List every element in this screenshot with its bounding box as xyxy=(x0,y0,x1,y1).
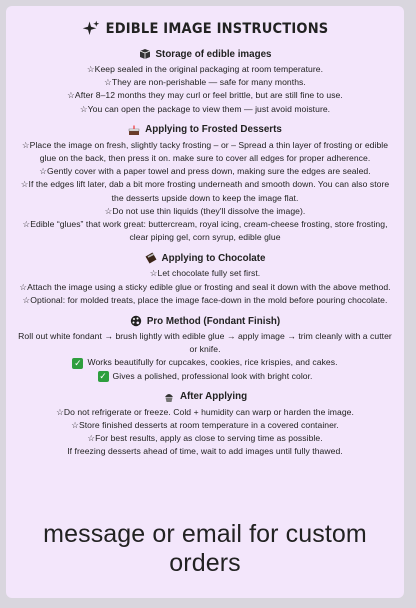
line: ☆They are non-perishable — safe for many months. xyxy=(104,77,306,88)
line: ☆Place the image on fresh, slightly tacky frosting – or – Spread a thin layer of frosting or edible glue on the back, then press it on. make sure to cover all edges for proper adherence. xyxy=(21,139,389,164)
section-chocolate xyxy=(18,252,392,307)
line: ☆After 8–12 months they may curl or feel brittle, but are still fine to use. xyxy=(67,90,343,101)
page-title xyxy=(18,20,392,38)
section-pro-method xyxy=(18,315,392,383)
line: ☆Do not refrigerate or freeze. Cold + humidity can warp or harden the image. xyxy=(56,406,354,417)
section-heading: Storage of edible images xyxy=(18,48,392,60)
line: If freezing desserts ahead of time, wait to add images until fully thawed. xyxy=(67,446,343,457)
line: ☆Attach the image using a sticky edible glue or frosting and seal it down with the above method. xyxy=(19,281,391,292)
cupcake-icon xyxy=(163,391,175,403)
line: ☆Do not use thin liquids (they'll dissolve the image). xyxy=(104,205,306,216)
line: ☆For best results, apply as close to serving time as possible. xyxy=(87,433,323,444)
line: ☆You can open the package to view them — just avoid moisture. xyxy=(79,103,331,114)
chocolate-bar-icon xyxy=(145,252,157,264)
line: ☆Gently cover with a paper towel and press down, making sure the edges are sealed. xyxy=(39,166,371,177)
section-heading: Pro Method (Fondant Finish) xyxy=(18,315,392,327)
instructions-card xyxy=(6,6,404,598)
section-storage xyxy=(18,48,392,116)
box-icon xyxy=(139,48,151,60)
sparkles-icon xyxy=(82,20,100,38)
section-after-applying xyxy=(18,391,392,459)
section-heading: After Applying xyxy=(18,391,392,403)
check-line: ✓ Gives a polished, professional look with bright color. xyxy=(99,370,313,381)
check-icon: ✓ xyxy=(99,370,107,381)
line: ☆Keep sealed in the original packaging at room temperature. xyxy=(86,64,324,74)
line: ☆If the edges lift later, dab a bit more frosting underneath and smooth down. You can also store the desserts upside down to keep the image flat. xyxy=(20,179,390,203)
line: ☆Edible “glues” that work great: buttercream, royal icing, cream-cheese frosting, store frosting, clear piping gel, corn syrup, edible glue xyxy=(22,219,388,243)
check-icon: ✓ xyxy=(74,357,82,368)
section-frosted xyxy=(18,124,392,245)
line: ☆Optional: for molded treats, place the image face-down in the mold before pouring chocolate. xyxy=(22,294,388,305)
palette-icon xyxy=(130,315,142,327)
line: ☆Store finished desserts at room temperature in a covered container. xyxy=(71,420,339,431)
line: Roll out white fondant → brush lightly with edible glue → apply image → trim cleanly with a cutter or knife. xyxy=(18,331,392,355)
section-heading: Applying to Frosted Desserts xyxy=(18,124,392,136)
section-heading: Applying to Chocolate xyxy=(18,252,392,264)
check-line: ✓ Works beautifully for cupcakes, cookies, rice krispies, and cakes. xyxy=(74,357,338,368)
line: ☆Let chocolate fully set first. xyxy=(149,268,261,279)
cake-icon xyxy=(128,124,140,136)
custom-orders-footer: message or email for custom orders xyxy=(43,520,367,577)
title-text: EDIBLE IMAGE INSTRUCTIONS xyxy=(105,21,329,37)
